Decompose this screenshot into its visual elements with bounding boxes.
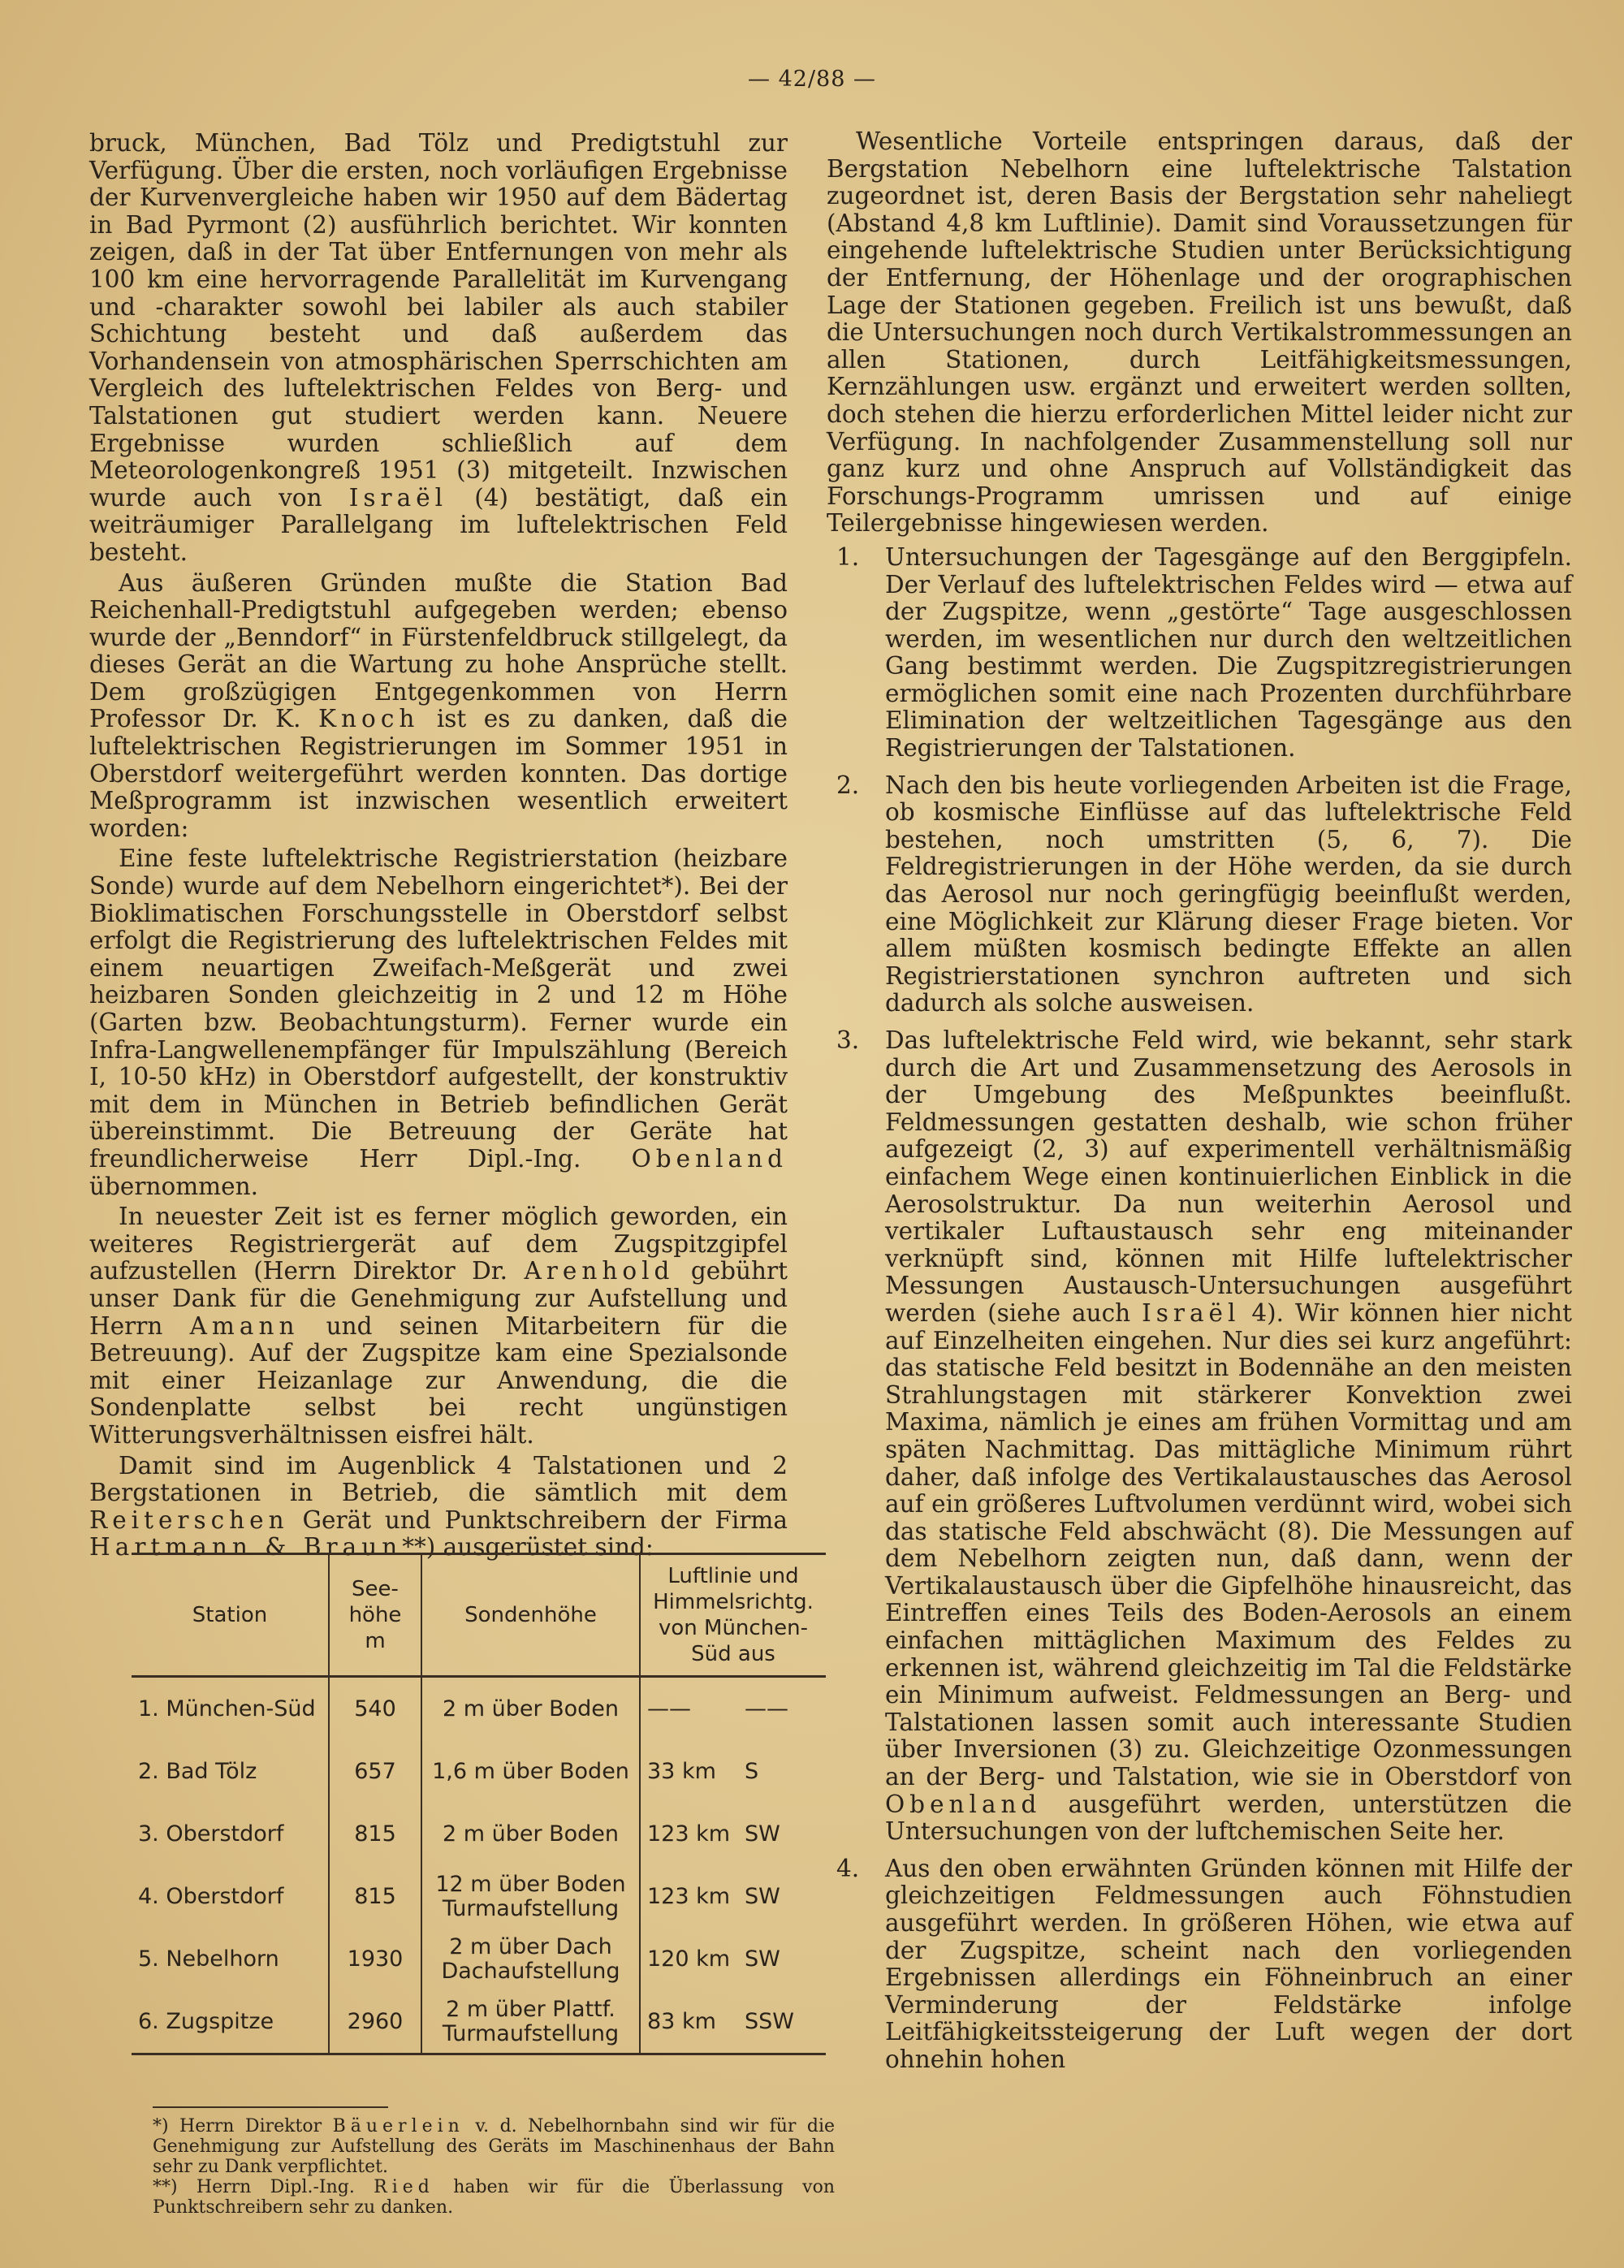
- list-item: [827, 1027, 1572, 1846]
- paragraph-1: [89, 130, 788, 567]
- cell-probe: [421, 1990, 640, 2054]
- page-number: — 42/88 —: [748, 67, 876, 92]
- paragraph-4: [89, 1203, 788, 1449]
- right-column: [827, 128, 1572, 2084]
- direction: ——: [745, 1696, 788, 1722]
- author-name-obenland: Obenland: [631, 1144, 788, 1173]
- distance-km: 123 km: [647, 1884, 731, 1909]
- paragraph-2-end: ist es zu danken, daß die luftelektrischen Registrierungen im Sommer 1951 in Oberstdorf weitergeführt werden konnten. Das dortige Meßprogramm ist inzwischen wesentlich erweitert worden:: [89, 705, 788, 842]
- cell-probe: [421, 1677, 640, 1741]
- table-row: [132, 1990, 826, 2054]
- station-table: [132, 1553, 826, 2055]
- distance-km: 33 km: [647, 1759, 716, 1784]
- list-item-text: Das luftelektrische Feld wird, wie bekannt, sehr stark durch die Art und Zusammensetzung des Aerosols in der Umgebung des Meßpunktes beeinflußt. Feldmessungen gestatten deshalb, wie schon früher aufgezeigt (2, 3) auf experimentell verhältnismäßig einfachem Wege einen kontinuierlichen Einblick in die Aerosolstruktur. Da nun weiterhin Aerosol und vertikaler Luftaustausch sehr eng miteinander verknüpft sind, können mit Hilfe luftelektrischer Messungen Austausch-Untersuchungen ausgeführt werden (siehe auch: [885, 1026, 1572, 1327]
- table-row: [132, 1928, 826, 1990]
- footnote-rule: [153, 2106, 388, 2108]
- distance-km: ——: [647, 1696, 691, 1722]
- cell-height: 2960: [329, 1990, 421, 2054]
- cell-station: 2. Bad Tölz: [138, 1759, 257, 1784]
- paragraph-2-text: Aus äußeren Gründen mußte die Station Bad Reichenhall-Predigtstuhl aufgegeben werden; ebenso wurde der „Benndorf“ in Fürstenfeldbruck stillgelegt, da dieses Gerät an die Wartung zu hohe Ansprüche stellt. Dem großzügigen Entgegenkommen von Herrn Professor Dr. K.: [89, 568, 788, 733]
- distance-km: 123 km: [647, 1821, 731, 1847]
- probe-note: Dachaufstellung: [441, 1958, 620, 1984]
- list-item-number: 2.: [836, 771, 860, 799]
- footnotes: [153, 2116, 835, 2218]
- list-item-number: 1.: [836, 542, 860, 571]
- header-distance-line4: Süd aus: [691, 1642, 775, 1666]
- intro-paragraph: Wesentliche Vorteile entspringen daraus, daß der Bergstation Nebelhorn eine luftelektrische Talstation zugeordnet ist, deren Basis der Bergstation sehr naheliegt (Abstand 4,8 km Luftlinie). Damit sind Voraussetzungen für eingehende luftelektrische Studien unter Berücksichtigung der Entfernung, der Höhenlage und der orographischen Lage der Stationen gegeben. Freilich ist uns bewußt, daß die Untersuchungen noch durch Vertikalstrommessungen an allen Stationen, durch Leitfähigkeitsmessungen, Kernzählungen usw. ergänzt und erweitert werden sollten, doch stehen die hierzu erforderlichen Mittel leider nicht zur Verfügung. In nachfolgender Zusammenstellung soll nur ganz kurz und ohne Anspruch auf Vollständigkeit das Forschungs-Programm umrissen und auf einige Teilergebnisse hingewiesen werden.: [827, 127, 1572, 538]
- probe-height: 1,6 m über Boden: [432, 1758, 629, 1784]
- cell-distance: [640, 1740, 826, 1803]
- distance-km: 83 km: [647, 2009, 716, 2034]
- paragraph-3: [89, 845, 788, 1200]
- author-name-arenhold: Arenhold: [524, 1257, 675, 1285]
- footnote-2-name: Ried: [374, 2177, 434, 2197]
- list-item: [827, 544, 1572, 762]
- cell-station: 6. Zugspitze: [132, 1990, 329, 2054]
- direction: SW: [745, 1884, 780, 1909]
- name-reiterschen: Reiterschen: [89, 1506, 289, 1534]
- paragraph-2: [89, 570, 788, 843]
- paragraph-3-end: übernommen.: [89, 1172, 258, 1200]
- company-hartmann-braun: Hartmann & Braun: [89, 1533, 403, 1562]
- direction: SW: [745, 1946, 780, 1972]
- table-row: [132, 1677, 826, 1741]
- footnote-1-text: *) Herrn Direktor: [153, 2116, 322, 2136]
- footnote-2: [153, 2177, 835, 2218]
- cell-station: 4. Oberstdorf: [138, 1884, 284, 1909]
- cell-probe: [421, 1865, 640, 1928]
- table-header-row: [132, 1554, 826, 1677]
- cell-height: 815: [329, 1865, 421, 1928]
- list-item-number: 4.: [836, 1854, 860, 1882]
- footnote-1: [153, 2116, 835, 2177]
- author-name-amann: Amann: [189, 1311, 300, 1340]
- left-column: [89, 130, 788, 1565]
- probe-height: 12 m über Boden: [435, 1871, 626, 1897]
- table-row: [132, 1740, 826, 1803]
- probe-note: Turmaufstellung: [442, 2020, 620, 2046]
- paragraph-1-end: (4) bestätigt, daß ein weiträumiger Parallelgang im luftelektrischen Feld besteht.: [89, 483, 788, 566]
- author-name-knoch: Knoch: [318, 705, 420, 733]
- cell-height: 815: [329, 1803, 421, 1865]
- cell-probe: [421, 1928, 640, 1990]
- header-distance-line2: Himmelsrichtg.: [653, 1590, 814, 1614]
- cell-height: 540: [329, 1677, 421, 1741]
- probe-height: 2 m über Dach: [449, 1933, 612, 1959]
- direction: SSW: [745, 2009, 794, 2034]
- list-item: [827, 772, 1572, 1017]
- cell-station: 3. Oberstdorf: [138, 1821, 284, 1847]
- header-probe: Sondenhöhe: [421, 1554, 640, 1677]
- footnote-2-text: **) Herrn Dipl.-Ing.: [153, 2177, 355, 2197]
- header-distance-line3: von München-: [658, 1616, 809, 1640]
- list-item-text-end: ausgeführt werden, unterstützen die Untersuchungen von der luftchemischen Seite her.: [885, 1790, 1572, 1846]
- list-item-text: Nach den bis heute vorliegenden Arbeiten ist die Frage, ob kosmische Einflüsse auf das luftelektrische Feld bestehen, noch umstritten (5, 6, 7). Die Feldregistrierungen in der Höhe werden, da sie durch das Aerosol nur noch geringfügig beeinflußt werden, eine Möglichkeit zur Klärung dieser Frage bieten. Vor allem müßten kosmisch bedingte Effekte an allen Registrierstationen synchron auftreten und sich dadurch als solche ausweisen.: [885, 771, 1572, 1017]
- table-row: [132, 1803, 826, 1865]
- author-name-obenland: Obenland: [885, 1790, 1042, 1818]
- author-name-israel: Israël: [1142, 1298, 1241, 1327]
- list-item-text: Untersuchungen der Tagesgänge auf den Berggipfeln. Der Verlauf des luftelektrischen Feldes wird — etwa auf der Zugspitze, wenn „gestörte“ Tage ausgeschlossen werden, im wesentlichen nur durch den weltzeitlichen Gang bestimmt werden. Die Zugspitzregistrierungen ermöglichen somit eine nach Prozenten durchführbare Elimination der weltzeitlichen Tagesgänge aus den Registrierungen der Talstationen.: [885, 542, 1572, 762]
- header-height: [329, 1554, 421, 1677]
- direction: SW: [745, 1821, 780, 1847]
- paragraph-5-end: **) ausgerüstet sind:: [402, 1533, 654, 1562]
- cell-probe: [421, 1803, 640, 1865]
- cell-height: 657: [329, 1740, 421, 1803]
- cell-probe: [421, 1740, 640, 1803]
- probe-height: 2 m über Boden: [442, 1821, 620, 1847]
- probe-height: 2 m über Plattf.: [446, 1996, 615, 2022]
- probe-note: Turmaufstellung: [442, 1895, 620, 1921]
- paragraph-5: [89, 1453, 788, 1562]
- table-row: [132, 1865, 826, 1928]
- author-name-israel: Israël: [348, 483, 448, 512]
- footnote-1-name: Bäuerlein: [332, 2116, 464, 2136]
- cell-height: 1930: [329, 1928, 421, 1990]
- header-distance: [640, 1554, 826, 1677]
- probe-height: 2 m über Boden: [442, 1696, 620, 1722]
- header-height-line1: See-: [352, 1577, 399, 1601]
- cell-distance: [640, 1865, 826, 1928]
- cell-distance: [640, 1677, 826, 1741]
- direction: S: [745, 1759, 759, 1784]
- paragraph-3-text: Eine feste luftelektrische Registrierstation (heizbare Sonde) wurde auf dem Nebelhorn eingerichtet*). Bei der Bioklimatischen Forschungsstelle in Oberstdorf selbst erfolgt die Registrierung des luftelektrischen Feldes mit einem neuartigen Zweifach-Meßgerät und zwei heizbaren Sonden gleichzeitig in 2 und 12 m Höhe (Garten bzw. Beobachtungsturm). Ferner wurde ein Infra-Langwellenempfänger für Impulszählung (Bereich I, 10-50 kHz) in Oberstdorf aufgestellt, der konstruktiv mit dem in München in Betrieb befindlichen Gerät übereinstimmt. Die Betreuung der Geräte hat freundlicherweise Herr Dipl.-Ing.: [89, 845, 788, 1173]
- list-item: [827, 1855, 1572, 2074]
- header-height-line3: m: [365, 1629, 386, 1653]
- cell-distance: [640, 1928, 826, 1990]
- paragraph-5-mid: Gerät und Punktschreibern der Firma: [302, 1506, 788, 1534]
- paragraph-5-text: Damit sind im Augenblick 4 Talstationen und 2 Bergstationen in Betrieb, die sämtlich mit dem: [89, 1451, 788, 1507]
- header-distance-line1: Luftlinie und: [667, 1564, 799, 1588]
- list-item-number: 3.: [836, 1026, 860, 1054]
- cell-distance: [640, 1990, 826, 2054]
- cell-station: 1. München-Süd: [138, 1696, 316, 1722]
- paragraph-4-end: und seinen Mitarbeitern für die Betreuung). Auf der Zugspitze kam eine Spezialsonde mit einer Heizanlage zur Anwendung, die die Sondenplatte selbst bei recht ungünstigen Witterungsverhältnissen eisfrei hält.: [89, 1311, 788, 1449]
- list-item-text: Aus den oben erwähnten Gründen können mit Hilfe der gleichzeitigen Feldmessungen auch Föhnstudien ausgeführt werden. In größeren Höhen, wie etwa auf der Zugspitze, scheint nach den vorliegenden Ergebnissen allerdings ein Föhneinbruch an einer Verminderung der Feldstärke infolge Leitfähigkeitssteigerung der Luft wegen der dort ohnehin hohen: [885, 1854, 1572, 2073]
- list-item-text-continued: 4). Wir können hier nicht auf Einzelheiten eingehen. Nur dies sei kurz angeführt: das statische Feld besitzt in Bodennähe an den meisten Strahlungstagen mit stärkerer Konvektion zwei Maxima, nämlich je eines am frühen Vormittag und am späten Nachmittag. Das mittägliche Minimum rührt daher, daß infolge des Vertikalaustausches das Aerosol auf ein größeres Luftvolumen verdünnt wird, wobei sich das statische Feld abschwächt (8). Die Messungen auf dem Nebelhorn zeigten nun, daß dann, wenn der Vertikalaustausch über die Gipfelhöhe hinausreicht, das Eintreffen eines Teils des Boden-Aerosols an einem einfachen mittäglichen Maximum des Feldes zu erkennen ist, während gleichzeitig im Tal die Feldstärke ein Minimum aufweist. Feldmessungen an Berg- und Talstationen lassen somit auch interessante Studien über Inversionen (3) zu. Gleichzeitige Ozonmessungen an der Berg- und Talstation, wie sie in Oberstdorf von: [885, 1298, 1572, 1791]
- cell-station: 5. Nebelhorn: [138, 1946, 279, 1972]
- footnote-1-end: v. d. Nebelhornbahn sind wir für die Genehmigung zur Aufstellung des Geräts im Maschinenhaus der Bahn sehr zu Dank verpflichtet.: [153, 2116, 836, 2177]
- cell-distance: [640, 1803, 826, 1865]
- header-station: Station: [132, 1554, 329, 1677]
- paragraph-4-text: In neuester Zeit ist es ferner möglich geworden, ein weiteres Registriergerät auf dem Zugspitzgipfel aufzustellen (Herrn Direktor Dr.: [89, 1203, 788, 1285]
- distance-km: 120 km: [647, 1946, 731, 1972]
- paragraph-4-mid: gebührt unser Dank für die Genehmigung zur Aufstellung und Herrn: [89, 1257, 788, 1340]
- footnote-2-end: haben wir für die Überlassung von Punktschreibern sehr zu danken.: [153, 2177, 835, 2218]
- paragraph-1-text: bruck, München, Bad Tölz und Predigtstuhl zur Verfügung. Über die ersten, noch vorläufigen Ergebnisse der Kurvenvergleiche haben wir 1950 auf dem Bädertag in Bad Pyrmont (2) ausführlich berichtet. Wir konnten zeigen, daß in der Tat über Entfernungen von mehr als 100 km eine hervorragende Parallelität im Kurvengang und -charakter sowohl bei labiler als auch stabiler Schichtung besteht und daß außerdem das Vorhandensein von atmosphärischen Sperrschichten am Vergleich des luftelektrischen Feldes von Berg- und Talstationen gut studiert werden kann. Neuere Ergebnisse wurden schließlich auf dem Meteorologenkongreß 1951 (3) mitgeteilt. Inzwischen wurde auch von: [89, 129, 788, 512]
- header-height-line2: höhe: [348, 1603, 402, 1627]
- research-program-list: [827, 544, 1572, 2074]
